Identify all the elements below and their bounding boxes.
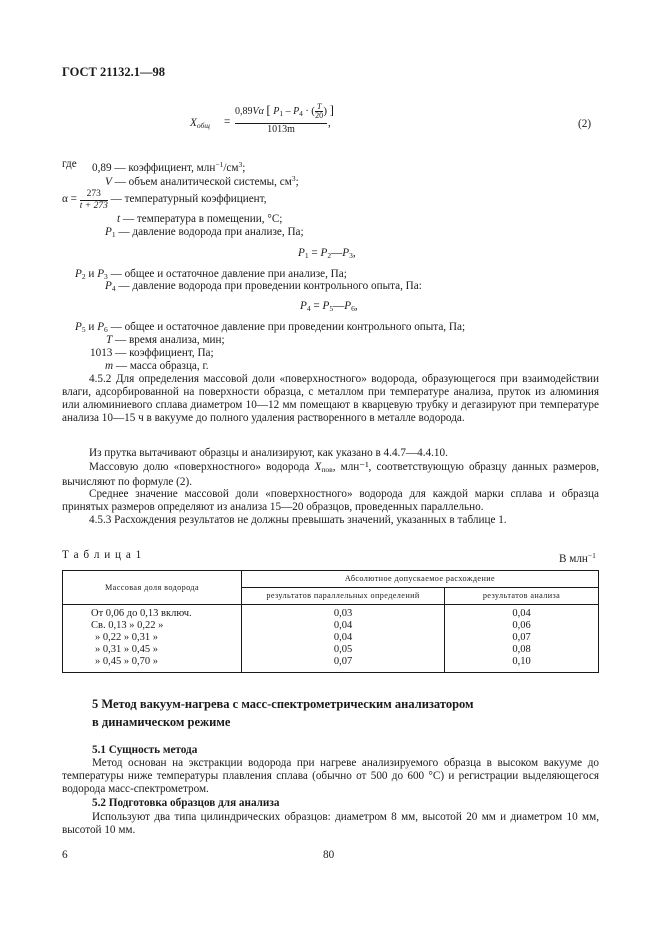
table-cell: 0,10 — [512, 656, 531, 667]
page-number-left: 6 — [62, 849, 68, 861]
formula-tail: , — [328, 117, 331, 129]
table-caption: Т а б л и ц а 1 — [62, 549, 143, 561]
column-analysis-values — [445, 605, 599, 673]
equation-p1: $P_1$ = $P_2—P_3$, — [298, 247, 356, 260]
equation-p4: $P_4$ = $P_5—P_6$, — [300, 300, 358, 313]
section-5-1-text: Метод основан на экстракции водорода при нагреве анализируемого образца в высоком вакууме до температуры ниже температуры плавления сплава (обычно от 500 до 600 °С) и регистрации выделяющегося водорода масс-спектрометром. — [62, 757, 599, 795]
where-label: где — [62, 158, 77, 170]
section-5-title-line1: 5 Метод вакуум-нагрева с масс-спектрометрическим анализатором — [92, 697, 474, 711]
where-item-p4: $P_4$ — давление водорода при проведении контрольного опыта, Па: — [105, 280, 422, 293]
table-row-range: От 0,06 до 0,13 включ. — [91, 608, 192, 619]
table-cell: 0,04 — [333, 632, 353, 643]
column-parallel-values — [242, 605, 445, 673]
paragraph-mass-fraction: Массовую долю «поверхностного» водорода $X_{пов}$, млн⁻¹, соответствующую образцу данных размеров, вычисляют по формуле (2). — [62, 461, 599, 488]
header-mass-fraction: Массовая доля водорода — [63, 571, 242, 605]
table-row-range: » 0,31 » 0,45 » — [95, 644, 158, 655]
section-5-title-line2: в динамическом режиме — [92, 715, 231, 729]
table-cell: 0,08 — [512, 644, 531, 655]
formula-lhs: $X_{общ}$ — [190, 117, 210, 130]
page-number-center: 80 — [323, 849, 335, 861]
formula-denominator: 1013m — [267, 124, 295, 136]
formula-numerator: 0,89Vα [ $P_1 - P_4$ · ( $\frac{T}{20}$ ) ] — [235, 103, 327, 124]
formula-equals: = — [224, 116, 231, 128]
where-item-p2p3: $P_2$ и $P_3$ — общее и остаточное давление при анализе, Па; — [75, 268, 347, 281]
header-analysis: результатов анализа — [445, 588, 599, 605]
table-cell: 0,05 — [333, 644, 353, 655]
where-item-v: V — объем аналитической системы, $см^3$; — [105, 174, 299, 188]
table-cell: 0,04 — [512, 608, 531, 619]
table-cell: 0,06 — [512, 620, 531, 631]
formula-number: (2) — [578, 118, 592, 130]
where-item-p1: $P_1$ — давление водорода при анализе, Па; — [105, 226, 304, 239]
table-row-range: » 0,22 » 0,31 » — [95, 632, 158, 643]
table-row-range: Св. 0,13 » 0,22 » — [91, 620, 164, 631]
section-5-1-title: 5.1 Сущность метода — [92, 744, 198, 756]
paragraph-cut-samples: Из прутка вытачивают образцы и анализируют, как указано в 4.4.7—4.4.10. — [89, 447, 448, 459]
paragraph-4-5-3: 4.5.3 Расхождения результатов не должны превышать значений, указанных в таблице 1. — [89, 514, 507, 526]
paragraph-mean-value: Среднее значение массовой доли «поверхностного» водорода для каждой марки сплава и образца принятых размеров определяют из анализа 15—20 образцов, проведенных параллельно. — [62, 488, 599, 513]
paragraph-4-5-2: 4.5.2 Для определения массовой доли «поверхностного» водорода, образующегося при взаимодействии влаги, адсорбированной на поверхности образца, с металлом при температуре анализа, пруток из алюминия или алюминиевого сплава диаметром 10—12 мм помещают в кварцевую трубку и дегазируют при температуре анализа 10—15 ч в вакууме до полного удаления растворенного в металле водорода. — [62, 373, 599, 424]
column-ranges — [63, 605, 242, 673]
where-item-time: T — время анализа, мин; — [106, 334, 225, 346]
table-row-range: » 0,45 » 0,70 » — [95, 656, 158, 667]
where-item-alpha: α = $\frac{273}{t + 273}$ — температурный коэффициент, — [62, 189, 267, 211]
where-item-mass: m — масса образца, г. — [105, 360, 209, 372]
table-cell: 0,07 — [333, 656, 353, 667]
where-item-coef: 0,89 — коэффициент, $млн^{-1}/см^3$; — [92, 160, 246, 174]
table-units: В млн$^{-1}$ — [559, 551, 596, 565]
table-cell: 0,07 — [512, 632, 531, 643]
section-5-2-title: 5.2 Подготовка образцов для анализа — [92, 797, 280, 809]
formula-fraction — [235, 102, 334, 136]
table-cell: 0,03 — [333, 608, 353, 619]
where-item-t: t — температура в помещении, °С; — [117, 213, 283, 225]
header-parallel: результатов параллельных определений — [242, 588, 445, 605]
header-absolute-discrepancy: Абсолютное допускаемое расхождение — [242, 571, 599, 588]
where-item-1013: 1013 — коэффициент, Па; — [90, 347, 214, 359]
where-item-p5p6: $P_5$ и $P_6$ — общее и остаточное давление при проведении контрольного опыта, Па; — [75, 321, 466, 334]
standard-code: ГОСТ 21132.1—98 — [62, 65, 165, 79]
table-cell: 0,04 — [333, 620, 353, 631]
table-1 — [62, 570, 599, 673]
section-5-2-text: Используют два типа цилиндрических образцов: диаметром 8 мм, высотой 20 мм и диаметром 10 мм, высотой 10 мм. — [62, 811, 599, 836]
